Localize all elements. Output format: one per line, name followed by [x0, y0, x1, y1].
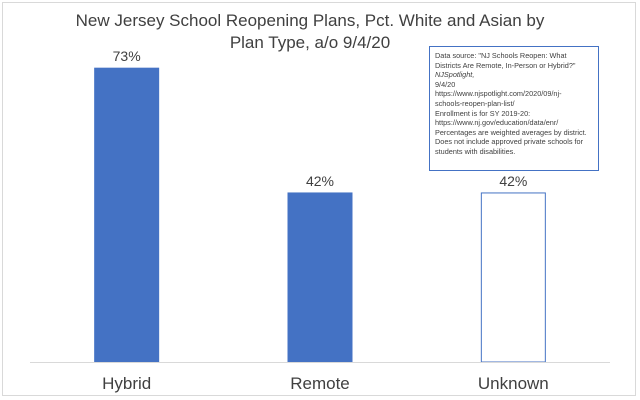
- data-label-unknown: 42%: [499, 172, 528, 189]
- note-line: Data source: "NJ Schools Reopen: What: [435, 51, 567, 60]
- category-label-hybrid: Hybrid: [102, 374, 152, 393]
- note-line: 9/4/20: [435, 79, 456, 89]
- note-line: NJSpotlight,: [435, 70, 475, 80]
- data-label-hybrid: 73%: [112, 48, 141, 65]
- bar-remote: [288, 193, 352, 362]
- note-line: https://www.nj.gov/education/data/enr/: [435, 118, 559, 128]
- note-line: Enrollment is for SY 2019-20:: [435, 108, 531, 118]
- bar-unknown: [481, 193, 545, 362]
- category-label-remote: Remote: [290, 374, 350, 393]
- category-label-unknown: Unknown: [477, 374, 549, 393]
- note-line: Districts Are Remote, In-Person or Hybrid?": [435, 60, 576, 70]
- data-label-remote: 42%: [305, 172, 335, 189]
- note-line: Percentages are weighted averages by district.: [435, 127, 587, 137]
- note-line: https://www.njspotlight.com/2020/09/nj-: [435, 89, 562, 99]
- note-line: schools-reopen-plan-list/: [435, 98, 515, 108]
- bar-hybrid: [95, 68, 159, 362]
- data-source-note: [429, 46, 599, 171]
- chart-title: New Jersey School Reopening Plans, Pct. White and Asian by Plan Type, a/o 9/4/20: [75, 11, 545, 52]
- note-line: students with disabilities.: [435, 146, 516, 156]
- note-line: Does not include approved private schools for: [435, 137, 584, 147]
